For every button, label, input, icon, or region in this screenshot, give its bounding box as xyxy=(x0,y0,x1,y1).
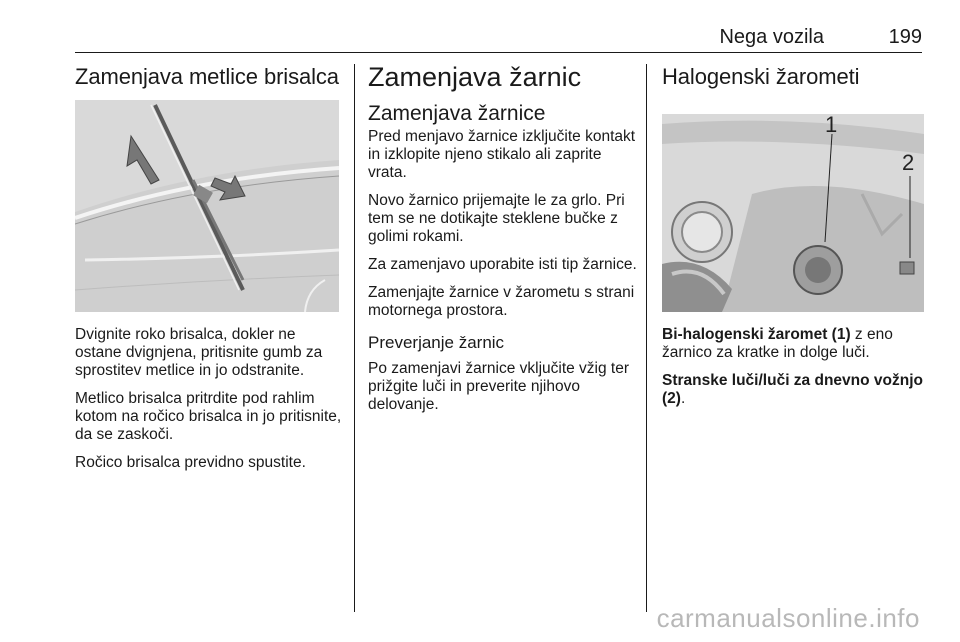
section-title: Nega vozila xyxy=(719,26,824,48)
bulbs-para-3: Za zamenjavo uporabite isti tip žarnice. xyxy=(368,256,637,273)
wiper-heading: Zamenjava metlice brisalca xyxy=(75,64,339,89)
bulbs-para-1: Pred menjavo žarnice izključite kontakt in izklopite njeno stikalo ali zaprite vrata. xyxy=(368,128,636,181)
bulbs-subheading: Zamenjava žarnice xyxy=(368,102,546,125)
headlamp-item-1-text: z eno žarnico za kratke in dolge luči. xyxy=(662,326,893,361)
headlamp-item-2-text: . xyxy=(680,390,686,407)
bulbs-heading: Zamenjava žarnic xyxy=(368,62,582,92)
headlamps-heading: Halogenski žarometi xyxy=(662,64,860,89)
bulbs-para-2: Novo žarnico prijemajte le za grlo. Pri tem se ne dotikajte steklene bučke z golimi rokami. xyxy=(368,192,625,245)
wiper-step-3: Ročico brisalca previdno spustite. xyxy=(75,454,306,471)
headlamp-item-1-label: Bi-halogenski žaromet (1) xyxy=(662,326,851,343)
header-rule xyxy=(75,52,922,53)
callout-2: 2 xyxy=(902,150,915,175)
headlamp-item-2-label: Stranske luči/luči za dnevno vožnjo (2) xyxy=(662,372,923,407)
column-bulbs xyxy=(368,58,638,424)
headlamp-item-1 xyxy=(662,326,924,362)
windshield-wiper-illustration xyxy=(75,100,339,312)
column-divider-2 xyxy=(646,64,647,612)
callout-1: 1 xyxy=(825,114,838,137)
check-para: Po zamenjavi žarnice vključite vžig ter prižgite luči in preverite njihovo delovanje. xyxy=(368,360,630,413)
wiper-step-1: Dvignite roko brisalca, dokler ne ostane dvignjena, pritisnite gumb za sprostitev metlice in jo odstranite. xyxy=(75,326,323,379)
watermark: carmanualsonline.info xyxy=(656,603,920,633)
bulbs-para-4: Zamenjajte žarnice v žarometu s strani motornega prostora. xyxy=(368,284,635,319)
wiper-step-2: Metlico brisalca pritrdite pod rahlim kotom na ročico brisalca in jo pritisnite, da se zaskoči. xyxy=(75,390,342,443)
column-divider-1 xyxy=(354,64,355,612)
check-heading: Preverjanje žarnic xyxy=(368,333,505,352)
page-number: 199 xyxy=(888,26,922,48)
headlamp-item-2 xyxy=(662,372,924,408)
column-wiper xyxy=(75,60,343,482)
column-headlamps xyxy=(662,60,924,418)
headlamp-illustration xyxy=(662,114,924,312)
